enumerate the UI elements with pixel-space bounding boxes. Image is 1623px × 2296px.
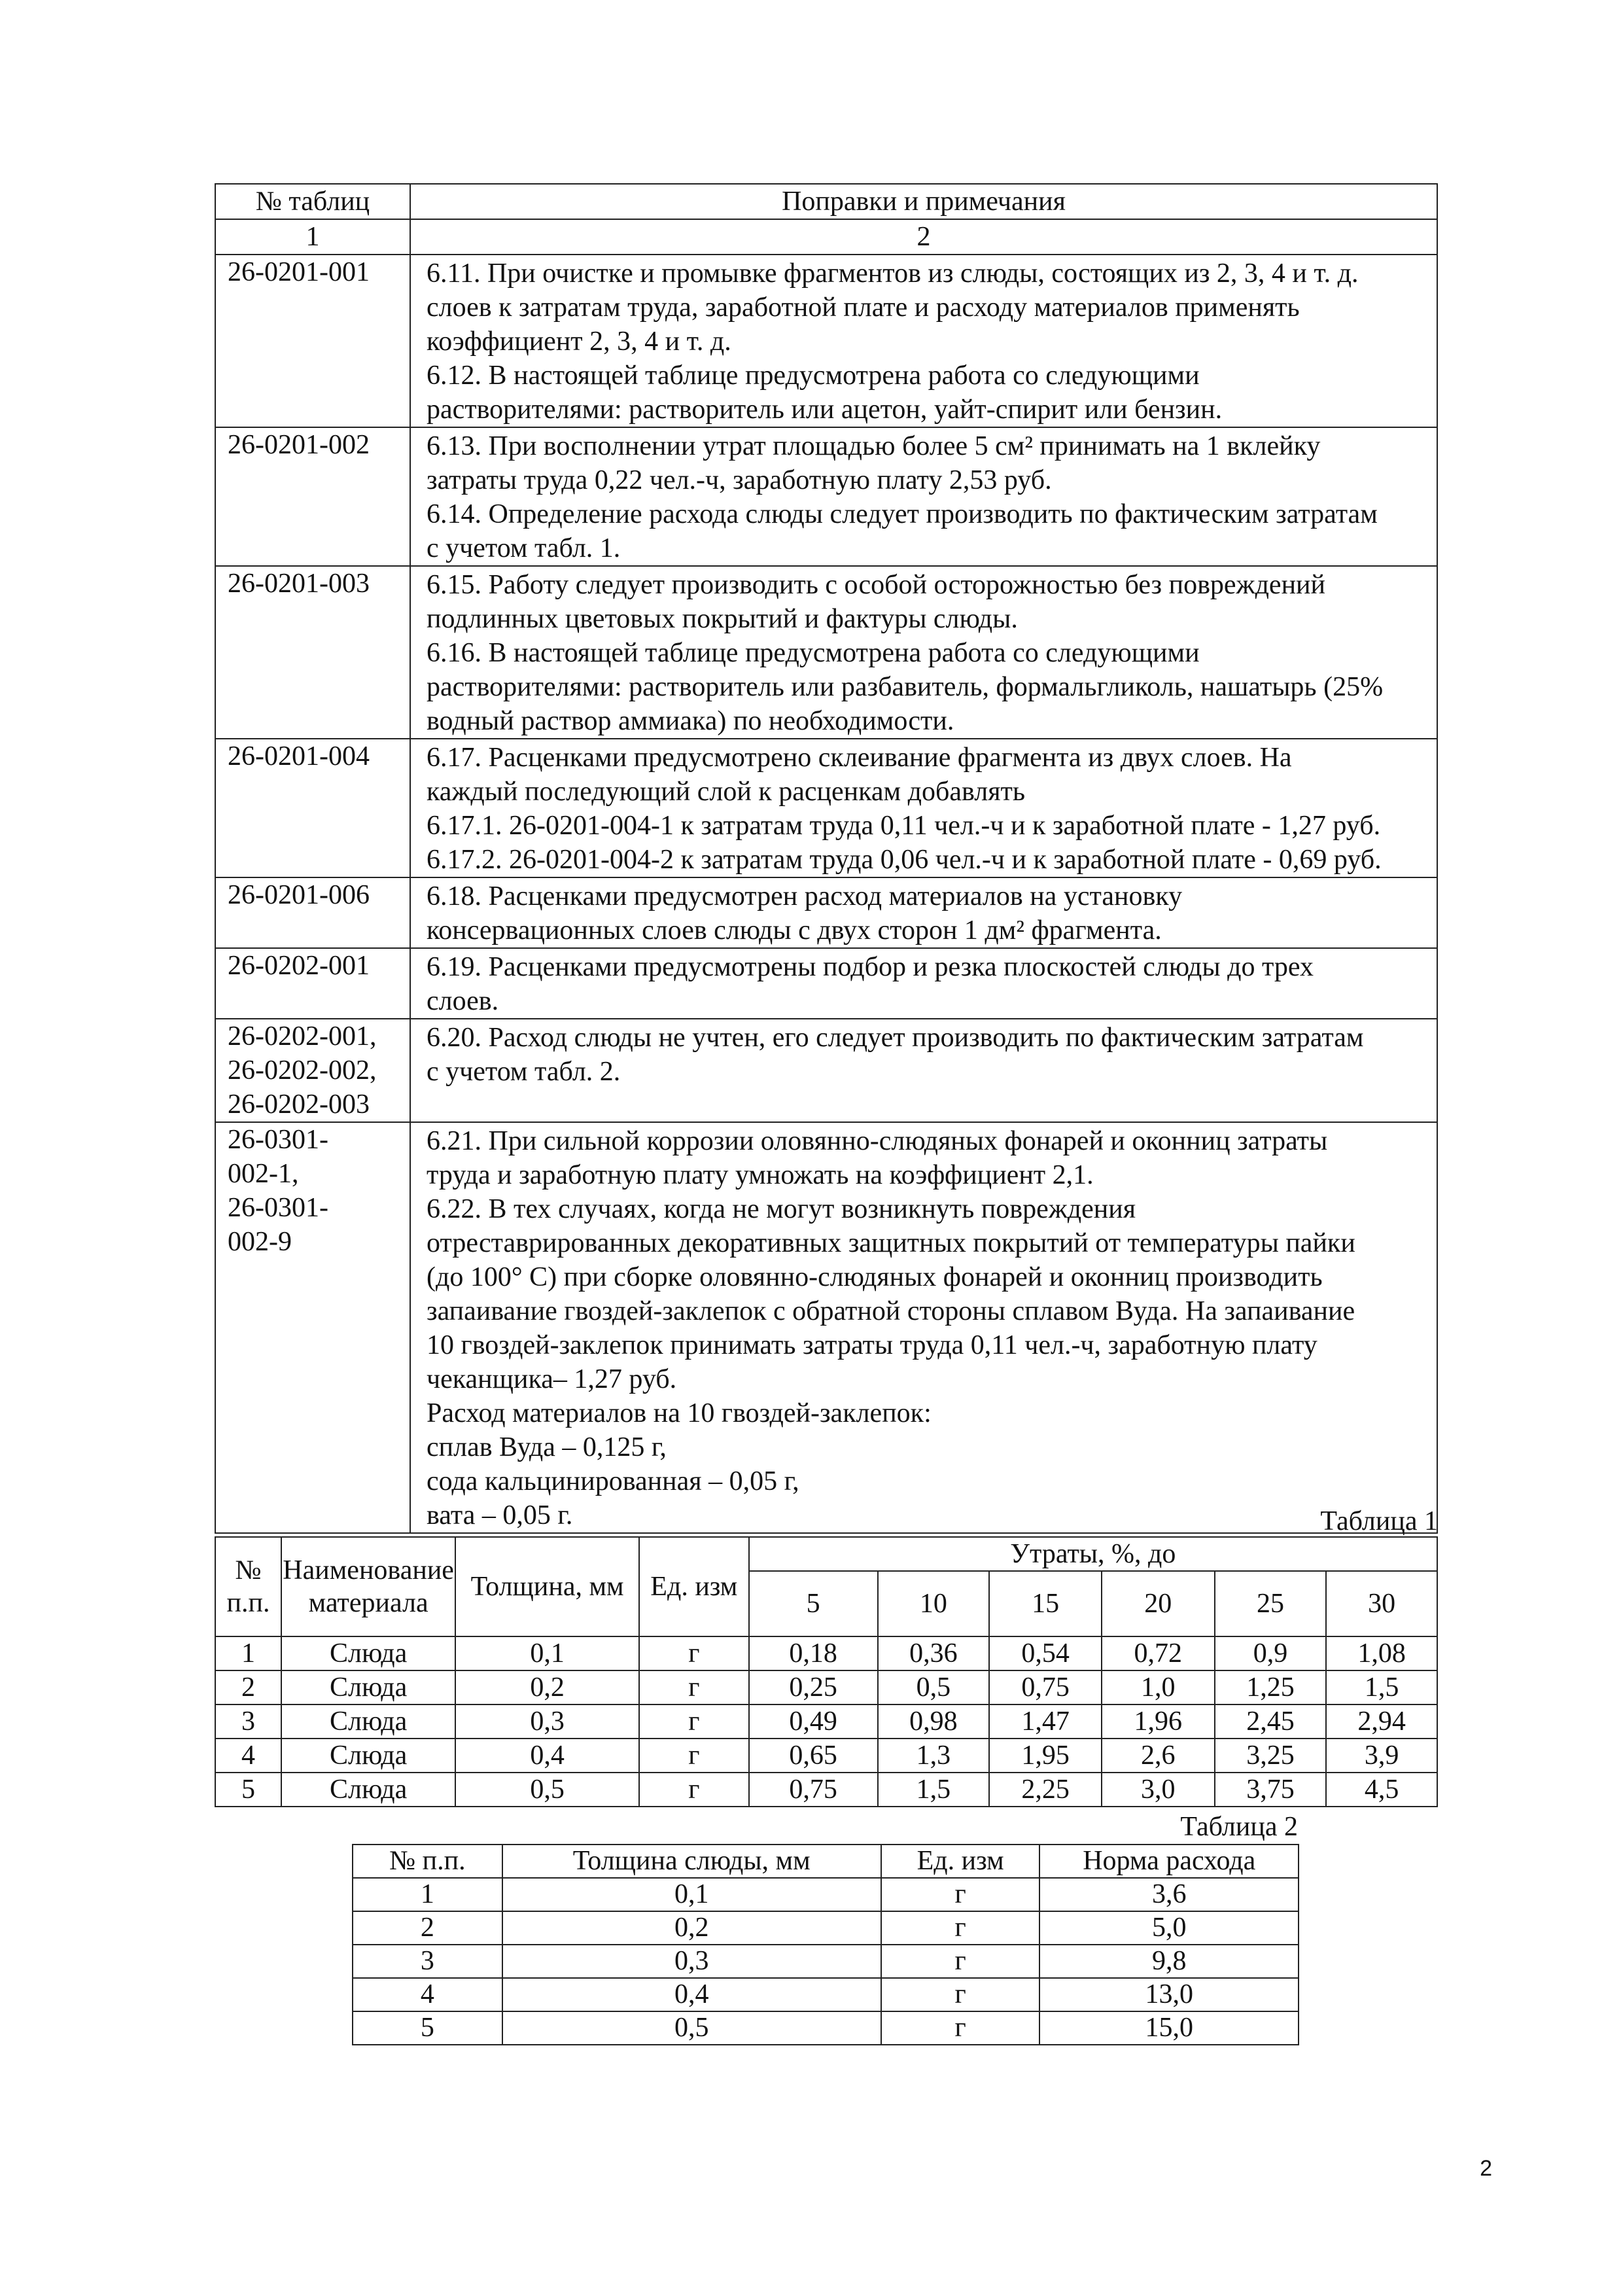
table-code: 26-0202-001 [228,951,370,981]
loss-level: 10 [878,1571,990,1636]
table1-header-losses: Утраты, %, до [749,1537,1437,1571]
table1-name: Слюда [281,1636,455,1670]
table2-cell: 2 [353,1911,502,1945]
table1-thickness: 0,2 [455,1670,639,1704]
table1-num: 2 [215,1670,281,1704]
table1-value: 1,08 [1326,1636,1437,1670]
table-code-cell [215,948,410,1019]
table1-value: 1,5 [878,1773,990,1807]
note-line: Расход материалов на 10 гвоздей-заклепок: [427,1398,932,1428]
table1-value: 2,45 [1215,1704,1327,1739]
table1-value: 0,98 [878,1704,990,1739]
note-line: подлинных цветовых покрытий и фактуры слюды. [427,604,1018,634]
table-code-cell [215,1019,410,1122]
notes-table [215,183,1438,1534]
note-cell [410,1122,1437,1533]
table1-value: 2,25 [989,1773,1102,1807]
table2-cell: 0,3 [502,1945,881,1978]
table1-thickness: 0,4 [455,1739,639,1773]
table2-header-cell: Толщина слюды, мм [502,1845,881,1878]
table-code: 26-0201-001 [228,257,370,287]
table2-row [353,2011,1299,2045]
note-line: 6.20. Расход слюды не учтен, его следует производить по фактическим затратам [427,1023,1364,1053]
note-cell [410,255,1437,427]
note-line: водный раствор аммиака) по необходимости. [427,706,954,736]
table-code: 002-1, [228,1159,299,1189]
note-line: труда и заработную плату умножать на коэффициент 2,1. [427,1160,1094,1190]
notes-row [215,255,1437,427]
note-line: 6.14. Определение расхода слюды следует производить по фактическим затратам [427,499,1378,529]
loss-level: 30 [1326,1571,1437,1636]
table-code-cell [215,427,410,566]
notes-row [215,739,1437,877]
table1-row [215,1670,1437,1704]
table1-value: 1,5 [1326,1670,1437,1704]
notes-row [215,1019,1437,1122]
notes-row [215,948,1437,1019]
table1-value: 3,0 [1102,1773,1215,1807]
table-code-cell [215,566,410,739]
table1-value: 1,3 [878,1739,990,1773]
table2-cell: 13,0 [1039,1978,1299,2011]
table1-value: 0,54 [989,1636,1102,1670]
table2-header-cell: № п.п. [353,1845,502,1878]
note-line: растворителями: растворитель или разбавитель, формальгликоль, нашатырь (25% [427,672,1384,702]
table2-cell: г [881,1945,1040,1978]
table-code-cell [215,739,410,877]
notes-header-notes: Поправки и примечания [410,184,1437,219]
note-line: 6.17.1. 26-0201-004-1 к затратам труда 0,11 чел.-ч и к заработной плате - 1,27 руб. [427,811,1381,841]
table1-name: Слюда [281,1704,455,1739]
table1-unit: г [639,1670,749,1704]
note-line: 6.15. Работу следует производить с особой осторожностью без повреждений [427,570,1326,600]
notes-row [215,566,1437,739]
table-code: 26-0202-001, [228,1021,377,1051]
table1-caption: Таблица 1 [1320,1506,1438,1536]
table1-thickness: 0,1 [455,1636,639,1670]
note-line: коэффициент 2, 3, 4 и т. д. [427,327,731,357]
table-code: 26-0201-006 [228,880,370,910]
table2-caption: Таблица 2 [1180,1812,1298,1842]
table1-unit: г [639,1636,749,1670]
table-code: 26-0202-002, [228,1055,377,1086]
mica-losses-table [215,1536,1438,1807]
note-line: с учетом табл. 1. [427,533,621,563]
table-code: 26-0201-004 [228,741,370,771]
note-line: 10 гвоздей-заклепок принимать затраты труда 0,11 чел.-ч, заработную плату [427,1330,1318,1360]
table1-value: 0,75 [749,1773,878,1807]
table2-cell: г [881,2011,1040,2045]
table2-row [353,1911,1299,1945]
note-line: 6.21. При сильной коррозии оловянно-слюдяных фонарей и оконниц затраты [427,1126,1328,1156]
table1-name: Слюда [281,1773,455,1807]
notes-row [215,427,1437,566]
notes-numbering-row [215,219,1437,255]
table2-cell: 0,1 [502,1878,881,1911]
table1-name: Слюда [281,1670,455,1704]
table2-cell: г [881,1911,1040,1945]
note-line: 6.22. В тех случаях, когда не могут возникнуть повреждения [427,1194,1136,1224]
table2-cell: 9,8 [1039,1945,1299,1978]
table1-value: 0,9 [1215,1636,1327,1670]
note-line: слоев к затратам труда, заработной плате и расходу материалов применять [427,292,1300,323]
table1-value: 0,18 [749,1636,878,1670]
loss-level: 25 [1215,1571,1327,1636]
table2-cell: 3 [353,1945,502,1978]
table-code: 26-0202-003 [228,1089,370,1120]
note-line: 6.11. При очистке и промывке фрагментов из слюды, состоящих из 2, 3, 4 и т. д. [427,258,1359,289]
notes-header-row [215,184,1437,219]
note-cell [410,877,1437,948]
table2-header-cell: Ед. изм [881,1845,1040,1878]
table1-row [215,1636,1437,1670]
note-line: растворителями: растворитель или ацетон, уайт-спирит или бензин. [427,395,1223,425]
note-line: (до 100° С) при сборке оловянно-слюдяных фонарей и оконниц производить [427,1262,1323,1292]
note-line: с учетом табл. 2. [427,1057,621,1087]
table1-value: 1,96 [1102,1704,1215,1739]
note-cell [410,427,1437,566]
notes-numbering-col1: 1 [215,219,410,255]
table1-header-num: № п.п. [215,1537,281,1636]
table2-header-row [353,1845,1299,1878]
table-code-cell [215,1122,410,1533]
table1-unit: г [639,1773,749,1807]
table2-cell: 0,5 [502,2011,881,2045]
table1-value: 0,65 [749,1739,878,1773]
table1-row [215,1773,1437,1807]
table1-num: 5 [215,1773,281,1807]
table2-cell: 15,0 [1039,2011,1299,2045]
table2-cell: 5,0 [1039,1911,1299,1945]
note-line: чеканщика– 1,27 руб. [427,1364,677,1394]
table1-num: 4 [215,1739,281,1773]
page-number: 2 [1480,2156,1492,2181]
table1-header-unit: Ед. изм [639,1537,749,1636]
note-line: 6.19. Расценками предусмотрены подбор и резка плоскостей слюды до трех [427,952,1314,982]
table1-value: 0,25 [749,1670,878,1704]
table1-num: 3 [215,1704,281,1739]
table-code-cell [215,877,410,948]
table1-header-thickness: Толщина, мм [455,1537,639,1636]
note-line: 6.17.2. 26-0201-004-2 к затратам труда 0,06 чел.-ч и к заработной плате - 0,69 руб. [427,845,1382,875]
table-code: 26-0201-002 [228,430,370,460]
table-code-cell [215,255,410,427]
table1-value: 1,25 [1215,1670,1327,1704]
note-line: вата – 0,05 г. [427,1500,573,1530]
loss-level: 15 [989,1571,1102,1636]
table2-cell: 5 [353,2011,502,2045]
table2-cell: 0,2 [502,1911,881,1945]
note-line: 6.17. Расценками предусмотрено склеивание фрагмента из двух слоев. На [427,743,1292,773]
note-line: запаивание гвоздей-заклепок с обратной стороны сплавом Вуда. На запаивание [427,1296,1355,1326]
table1-value: 0,36 [878,1636,990,1670]
note-line: 6.18. Расценками предусмотрен расход материалов на установку [427,881,1183,911]
note-line: каждый последующий слой к расценкам добавлять [427,777,1026,807]
table1-row [215,1704,1437,1739]
table1-value: 0,49 [749,1704,878,1739]
table-code: 26-0301- [228,1125,328,1155]
table2-cell: 4 [353,1978,502,2011]
table1-thickness: 0,5 [455,1773,639,1807]
table1-value: 0,75 [989,1670,1102,1704]
mica-norms-table [352,1844,1299,2045]
note-line: слоев. [427,986,499,1016]
table-code: 002-9 [228,1227,292,1257]
note-cell [410,566,1437,739]
note-line: консервационных слоев слюды с двух сторон 1 дм² фрагмента. [427,915,1162,945]
table1-header-row [215,1537,1437,1571]
table-code: 26-0201-003 [228,569,370,599]
loss-level: 20 [1102,1571,1215,1636]
table1-value: 0,5 [878,1670,990,1704]
table2-cell: г [881,1878,1040,1911]
note-line: отреставрированных декоративных защитных покрытий от температуры пайки [427,1228,1355,1258]
notes-row [215,1122,1437,1533]
table2-cell: 3,6 [1039,1878,1299,1911]
table2-row [353,1978,1299,2011]
table2-cell: 1 [353,1878,502,1911]
table1-value: 0,72 [1102,1636,1215,1670]
table1-value: 4,5 [1326,1773,1437,1807]
note-line: 6.16. В настоящей таблице предусмотрена работа со следующими [427,638,1200,668]
note-line: затраты труда 0,22 чел.-ч, заработную плату 2,53 руб. [427,465,1052,495]
table1-value: 3,25 [1215,1739,1327,1773]
table1-value: 2,94 [1326,1704,1437,1739]
table-code: 26-0301- [228,1193,328,1223]
table2-row [353,1878,1299,1911]
note-cell [410,948,1437,1019]
table2-cell: 0,4 [502,1978,881,2011]
note-line: 6.13. При восполнении утрат площадью более 5 см² принимать на 1 вклейку [427,431,1321,461]
table1-value: 3,9 [1326,1739,1437,1773]
table2-row [353,1945,1299,1978]
note-line: 6.12. В настоящей таблице предусмотрена работа со следующими [427,361,1200,391]
note-line: сода кальцинированная – 0,05 г, [427,1466,799,1496]
table1-unit: г [639,1704,749,1739]
table1-name: Слюда [281,1739,455,1773]
notes-row [215,877,1437,948]
table1-thickness: 0,3 [455,1704,639,1739]
table2-header-cell: Норма расхода [1039,1845,1299,1878]
table1-row [215,1739,1437,1773]
table1-value: 3,75 [1215,1773,1327,1807]
table1-num: 1 [215,1636,281,1670]
table1-value: 1,0 [1102,1670,1215,1704]
note-line: сплав Вуда – 0,125 г, [427,1432,667,1462]
table1-value: 2,6 [1102,1739,1215,1773]
table1-unit: г [639,1739,749,1773]
table2-cell: г [881,1978,1040,2011]
note-cell [410,1019,1437,1122]
loss-level: 5 [749,1571,878,1636]
table1-value: 1,47 [989,1704,1102,1739]
notes-numbering-col2: 2 [410,219,1437,255]
table1-value: 1,95 [989,1739,1102,1773]
table1-header-name: Наименование материала [281,1537,455,1636]
note-cell [410,739,1437,877]
notes-header-tables: № таблиц [215,184,410,219]
